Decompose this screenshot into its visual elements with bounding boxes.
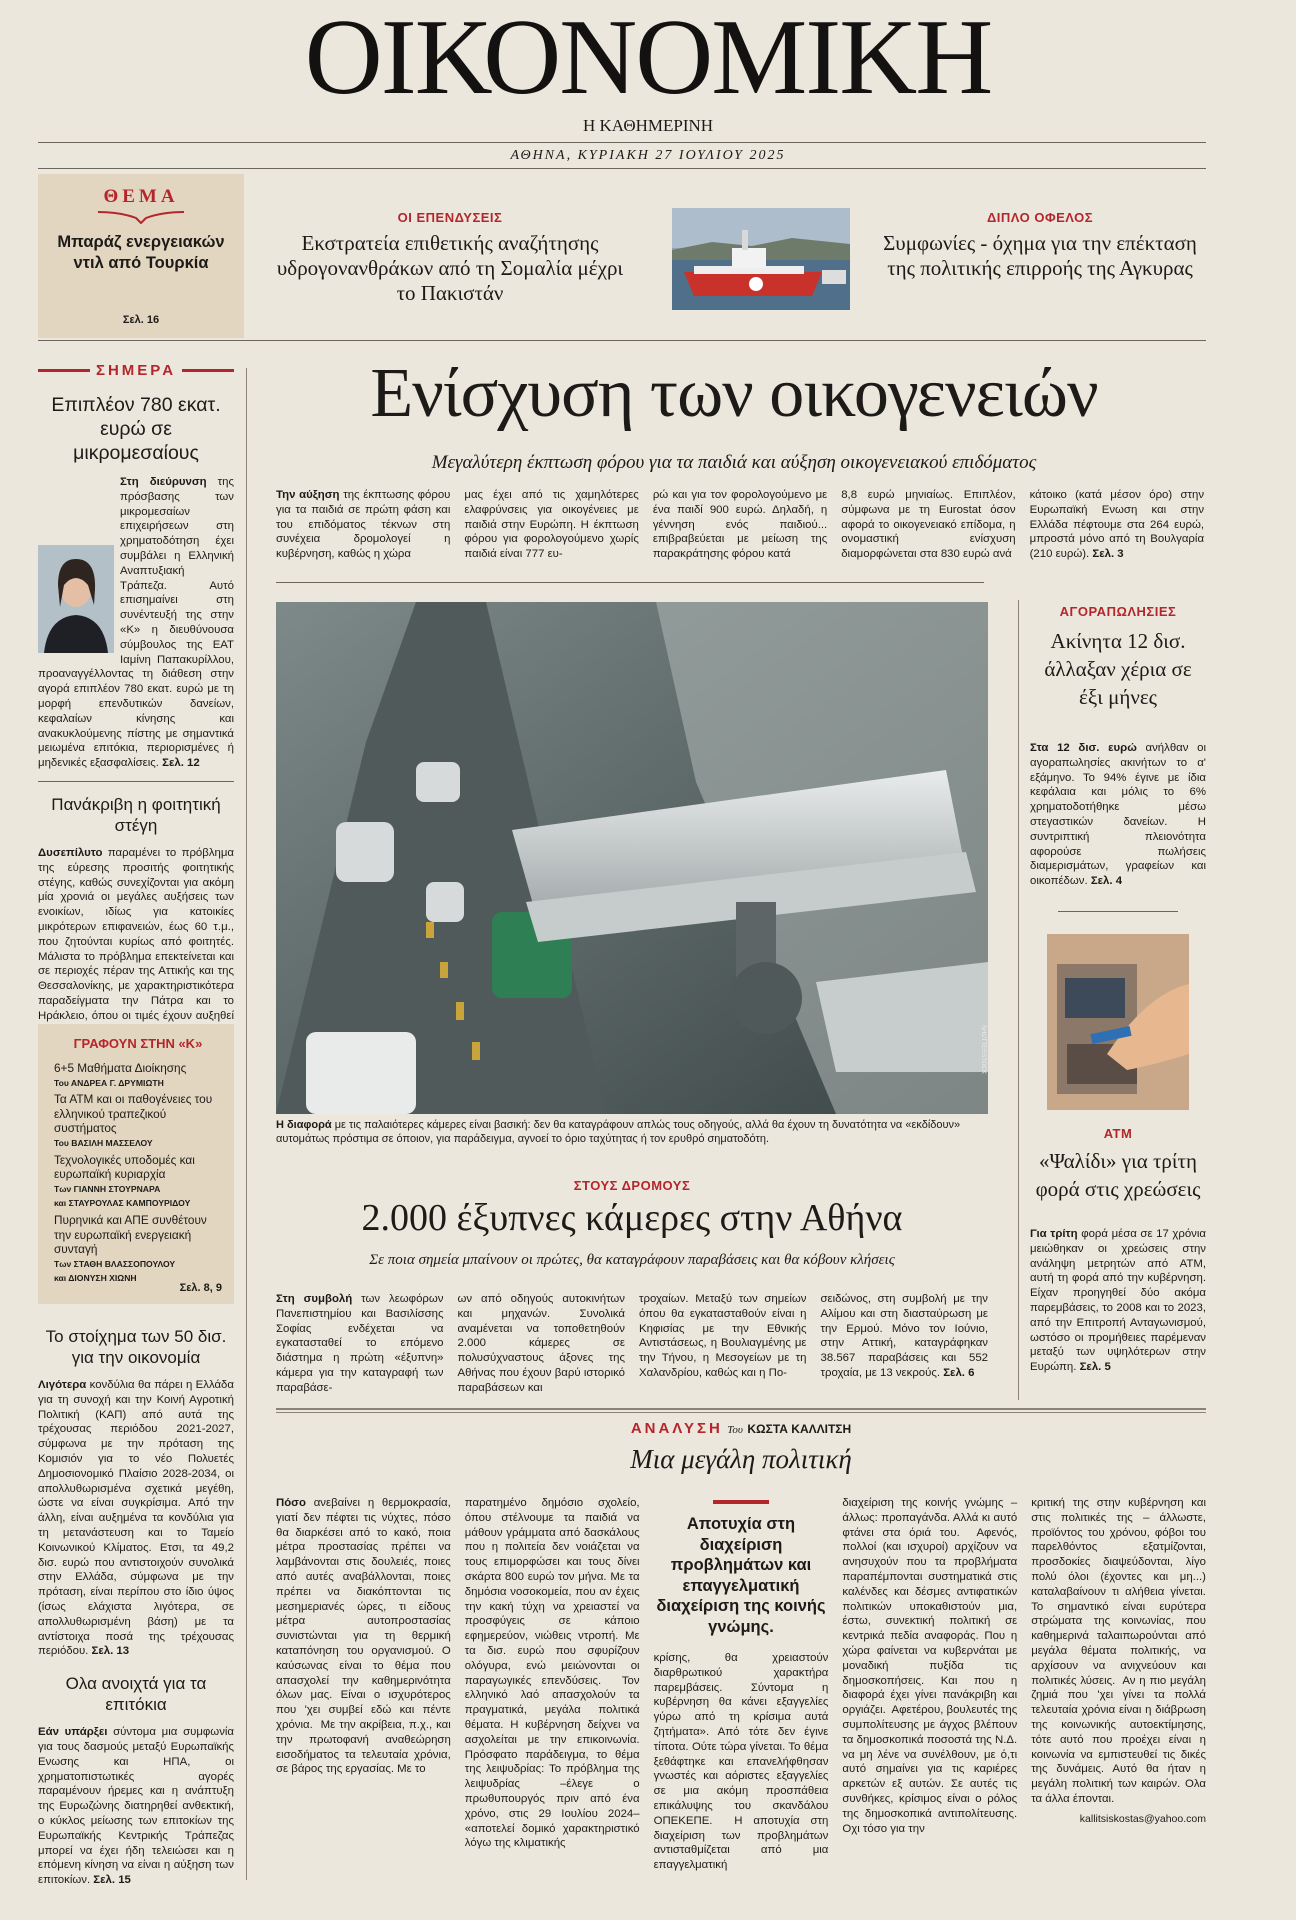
cameras-subhead: Σε ποια σημεία μπαίνουν οι πρώτες, θα καταγράφουν παραβάσεις και θα κόβουν κλήσεις	[369, 1252, 895, 1268]
analysis-kicker: ΑΝΑΛΥΣΗ	[630, 1420, 723, 1437]
writer-item-title[interactable]: Τα ΑΤΜ και οι παθογένειες του ελληνικού τραπεζικού συστήματος	[54, 1092, 213, 1136]
analysis-text: κρίσης, θα χρειαστούν διαρθρωτικού χαρακτήρα παρεμβάσεις. Σύντομα η κυβέρνηση θα κάνει εξαγγελίες γύρω από τη κρίσιμα αυτά ζητήματα». Από τότε δεν έγινε τίποτα. Ούτε τώρα γίνεται. Το θέμα ξεθάφτηκε και επανελήφθησαν γνωστές και αόριστες εξαγγελίες σε μια ακόμη προσπάθεια επικάλυψης του σκανδάλου ΟΠΕΚΕΠΕ. Η αποτυχία στη διαχείριση των προβλημάτων αντισταθμίζεται από μια επαγγελματική	[653, 1652, 829, 1872]
atm-text: φορά μέσα σε 17 χρόνια μειώθηκαν οι χρεώσεις στην ανάληψη μετρητών από ΑΤΜ, αυτή τη φορά από την κυβέρνηση. Είχαν προηγηθεί δύο ακόμα παρεμβάσεις, το 2008 και το 2023, από την Επιτροπή Ανταγωνισμού, ωστόσο οι προμήθειες παρέμεναν μεταξύ των υψηλότερων στην Ευρώπη.	[1030, 1227, 1206, 1374]
analysis-pull-quote: Αποτυχία στη διαχείριση προβλημάτων και επαγγελματική διαχείριση της κοινής γνώμης.	[656, 1515, 826, 1636]
analysis-text: διαχείριση της κοινής γνώμης – άλλως: προπαγάνδα. Αλλά κι αυτό φτάνει στα όριά του. Αφενός, πολλοί (και ισχυροί) αρχίζουν να ανησυχούν που τα προβλήματα παραπέμπονται συστηματικά στις καλένδες και δέσμες αντιφατικών πολιτικών υποκαθιστούν μια, έστω, συνεκτική πολιτική σε κεντρικά πεδία αναφοράς. Που η χώρα φαίνεται να κυβερνάται με μοναδική πυξίδα τις δημοσκοπήσεις. Και που η διαφορά έχει γίνει πανάκριβη και οργιάζει. Αφετέρου, βουλευτές της συμπολίτευσης με άγχος βλέπουν τα δημοσκοπικά ποσοστά της Ν.Δ. να μη λένε να συνέλθουν, με ό,τι αυτό σημαίνει για τις καριέρες αρκετών εξ αυτών. Σε αυτές τις συνθήκες, κρίσιμος είναι ο ρόλος της δημοσκοπικά αντιπολίτευσης. Οχι τόσο για την	[842, 1497, 1018, 1835]
thema-page: Σελ. 16	[122, 314, 160, 326]
column-rule	[246, 368, 247, 1880]
caption-bold: Η διαφορά	[276, 1119, 332, 1131]
main-text: 8,8 ευρώ μηνιαίως. Επιπλέον, σύμφωνα με τη Eurostat όσον αφορά το οικογενειακό επίδομα, η ονομαστική ενίσχυση διαμορφώνεται στα 830 ευρώ ανά	[841, 489, 1016, 561]
cameras-body	[276, 1292, 988, 1396]
cameras-text: τροχαίων. Μεταξύ των σημείων όπου θα εγκατασταθούν είναι η Κηφισίας με την Εθνικής Αντιστάσεως, η Βουλιαγμένης με την Τήνου, η Μεσογείων με τη Χαλανδρίου, καθώς και η Πο-	[639, 1293, 807, 1379]
analysis-text: παρατημένο δημόσιο σχολείο, όπου στέλνουμε τα παιδιά να μάθουν γράμματα από δασκάλους που η πολιτεία δεν νοιάζεται να τους επιμορφώσει και τους δίνει σκάρτα 800 ευρώ τον μήνα. Με τα δημόσια νοσοκομεία, που αν έχεις την κακή τύχη να χρειαστεί να προσφύγεις σε κάποιο εφημερεύον, νιώθεις ντροπή. Με τα δισ. ευρώ που σφυρίζουν ολόγυρα, ενώ μειώνονται οι παραγωγικές επενδύσεις. Τον ελληνικό λαό απασχολούν τα πραγματικά, μεγάλα πολιτικά θέματα. Η κυβέρνηση δείχνει να ασχολείται με την επικοινωνία. Πρόσφατο παράδειγμα, το θέμα της λειψυδρίας: Το πρόβλημα της λειψυδρίας –έλεγε ο πρωθυπουργός πριν από ένα χρόνο, στις 29 Ιουλίου 2024– «αποτελεί δομικό χαρακτηριστικό λόγω της κλιματικής	[464, 1497, 640, 1850]
divider	[38, 168, 1206, 169]
invest-kicker: ΟΙ ΕΠΕΝΔΥΣΕΙΣ	[397, 210, 503, 225]
masthead-subtitle: Η ΚΑΘΗΜΕΡΙΝΗ	[582, 116, 714, 135]
cameras-kicker: ΣΤΟΥΣ ΔΡΟΜΟΥΣ	[573, 1178, 691, 1193]
divider	[276, 1412, 1206, 1413]
lead-bold: Στα 12 δισ. ευρώ	[1030, 742, 1137, 754]
atm-photo	[1047, 934, 1189, 1110]
analysis-body	[276, 1496, 1206, 1873]
cap-page: Σελ. 13	[91, 1645, 130, 1658]
thema-box[interactable]	[38, 174, 244, 338]
analysis-text: κριτική της στην κυβέρνηση και στις πολιτικές της – άλλωστε, προϊόντος του χρόνου, φόβοι του παρελθόντος εξατμίζονται, προσδοκίες διαψεύδονται, λίγο πολύ όλοι (έχοντες και μη...) καταλαβαίνουν τι αλήθεια γίνεται. Το σημαντικό είναι ευρύτερα στρώματα της κοινωνίας, που καθημερινά ταλαιπωρούνται από μεγάλα θέματα πολιτικής, να αρχίσουν να ανιχνεύουν και πολιτικές λύσεις. Αν η πιο μεγάλη ζημιά που 'χει γίνει τα πολλά τελευταία χρόνια είναι η διάβρωση της κοινωνικής αυτοεκτίμησης, τότε αυτό που προέχει είναι η κοινωνία να εμπιστευθεί τις δικές της δυνάμεις. Αυτό θα ήταν η μεγάλη πολιτική των καιρών. Ολα τα άλλα έπονται.	[1031, 1497, 1206, 1805]
property-headline[interactable]: Ακίνητα 12 δισ. άλλαξαν χέρια σε έξι μήνες	[1044, 629, 1192, 709]
property-page: Σελ. 4	[1090, 875, 1123, 888]
cap-text: κονδύλια θα πάρει η Ελλάδα για τη συνοχή και την Κοινή Αγροτική Πολιτική (ΚΑΠ) από αυτά της τρέχουσας περιόδου 2021-2027, σύμφωνα με την πρόταση της Κομισιόν για το νέο Πολυετές Δημοσιονομικό Πλαίσιο 2028-2034, οι απολλυθωρισμένα σχετικά μεγέθη, ώστε να είναι συγκρίσιμα. Από την άλλη, είναι αυξημένα τα κονδύλια για τη μετανάστευση και το Ταμείο Κοινωνικού Κλίματος. Ετσι, τα 49,2 δισ. ευρώ που αντιστοιχούν συνολικά στην Ελλάδα, σύμφωνα με την πρόταση, είναι περίπου στο ίδιο ύψος (ίσως ελάχιστα λιγότερα, σε απολλυθωρισμένη βάση) με τα αντίστοιχα ποσά της τρέχουσας περιόδου.	[38, 1379, 234, 1658]
writer-item-author: Του ΒΑΣΙΛΗ ΜΑΣΣΕΛΟΥ	[54, 1137, 153, 1148]
micro-page: Σελ. 12	[162, 757, 200, 770]
cameras-page: Σελ. 6	[943, 1366, 975, 1379]
masthead-title: ΟΙΚΟΝΟΜΙΚΗ	[304, 0, 992, 117]
analysis-kicker-line	[276, 1420, 1206, 1438]
cameras-headline[interactable]: 2.000 έξυπνες κάμερες στην Αθήνα	[361, 1197, 903, 1239]
pull-quote-rule	[713, 1500, 769, 1504]
divider	[38, 781, 234, 782]
divider	[38, 340, 1206, 341]
ship-photo	[672, 208, 850, 310]
main-subhead: Μεγαλύτερη έκπτωση φόρου για τα παιδιά και αύξηση οικογενειακού επιδόματος	[431, 452, 1037, 473]
property-kicker: ΑΓΟΡΑΠΩΛΗΣΙΕΣ	[1059, 604, 1177, 619]
student-text: παραμένει το πρόβλημα της εύρεσης προσιτής φοιτητικής στέγης, καθώς συνεχίζονται για ακόμη μία χρονιά οι μεγάλες αυξήσεις των ενοικίων, ιδίως για κατοικίες μικρότερων επιφανειών, έως 60 τ.μ., που ζητούνται κυρίως από φοιτητές. Μάλιστα το πρόβλημα επεκτείνεται και σε περιοχές πέραν της Αττικής και της Θεσσαλονίκης, με χαρακτηριστικότερα παραδείγματα την Πάτρα και το Ηράκλειο, όπου οι τιμές έχουν αυξηθεί	[38, 846, 234, 1022]
divider	[276, 1408, 1206, 1410]
writer-item-title[interactable]: Τεχνολογικές υποδομές και ευρωπαϊκή κυριαρχία	[54, 1152, 195, 1182]
writer-item-title[interactable]: 6+5 Μαθήματα Διοίκησης	[54, 1061, 187, 1075]
lead-bold: Την αύξηση	[276, 489, 340, 501]
micro-headline[interactable]: Επιπλέον 780 εκατ. ευρώ σε μικρομεσαίους	[51, 394, 221, 464]
atm-kicker: ΑΤΜ	[1103, 1125, 1133, 1141]
main-text: ρώ και για τον φορολογούμενο με ένα παιδί 900 ευρώ. Δηλαδή, η γέννηση ενός παιδιού... επιβραβεύεται με μείωση της παρακράτησης φόρου κατά	[652, 489, 828, 561]
double-headline: Συμφωνίες - όχημα για την επέκταση της πολιτικής επιρροής της Αγκυρας	[883, 231, 1197, 280]
atm-page: Σελ. 5	[1079, 1361, 1111, 1374]
analysis-byline-pre: Του	[727, 1424, 743, 1436]
main-text: μας έχει από τις χαμηλότερες ελαφρύνσεις για οικογένειες με παιδιά στην Ευρώπη. Η έκπτωση φόρου για φορολογούμενο χωρίς παιδιά είναι 777 ευ-	[464, 489, 639, 561]
thema-headline: Μπαράζ ενεργειακών ντιλ από Τουρκία	[57, 233, 225, 272]
cameras-text: των λεωφόρων Πανεπιστημίου και Βασιλίσσης Σοφίας ενδέχεται να εγκατασταθεί το επόμενο διάστημα η πρώτη «έξυπνη» κάμερα για την καταγραφή των παραβάσε-	[276, 1293, 444, 1394]
column-rule	[1018, 600, 1019, 1400]
portrait-photo	[38, 545, 114, 653]
main-text: της έκπτωσης φόρου για τα παιδιά σε πρώτη φάση και του επιδόματος τέκνων στη συνέχεια δρομολογεί η κυβέρνηση, καθώς η χώρα	[276, 489, 451, 561]
double-kicker: ΔΙΠΛΟ ΟΦΕΛΟΣ	[986, 210, 1094, 225]
invest-story[interactable]	[270, 210, 630, 306]
double-benefit-story[interactable]	[880, 210, 1200, 281]
student-headline[interactable]: Πανάκριβη η φοιτητική στέγη	[51, 794, 221, 835]
micro-text: της πρόσβασης των μικρομεσαίων επιχειρήσεων στη χρηματοδότηση έχει συμβάλει η Ελληνική Αναπτυξιακή Τράπεζα. Αυτό επισημαίνει στη συνέντευξή της στην «Κ» η διευθύνουσα σύμβουλος της ΕΑΤ Ιαμίνη Παπακυρίλλου, προαναγγέλλοντας τη διάθεση στην αγορά επιπλέον 780 εκατ. ευρώ με τη μορφή επενδυτικών δανείων, κεφαλαίων κίνησης και ανακυκλούμενης πίστης με σημαντικά μειωμένα επιτόκια, περιορισμένες ή μηδενικές εξασφαλίσεις.	[38, 476, 234, 770]
brace-ornament	[96, 210, 186, 224]
today-kicker: ΣΗΜΕΡΑ	[95, 362, 177, 379]
analysis-text: ανεβαίνει η θερμοκρασία, γιατί δεν πέφτει τις νύχτες, πόσο θα διαρκέσει από το κακό, ποια μέτρα προστασίας πρέπει να λαμβάνονται στις δουλειές, ποιες από αυτές αναβάλλονται, ποιες πρέπει να διακόπτονται τις μεσημεριανές ώρες, τι είδους μέτρα αυτοπροστασίας συνιστώνται για τη θερμική καταπόνηση του οργανισμού. Ο καύσωνας είναι το θέμα που απασχολεί την καθημερινότητα όλων μας. Είναι ο ισχυρότερος που 'χει συμβεί εδώ και πέντε χρόνια. Με την ακρίβεια, π.χ., και την πρωτοφανή αναθεώρηση εισοδήματος τα τελευταία χρόνια, σε βάρος της εργασίας. Με το	[276, 1497, 451, 1776]
analysis-headline[interactable]: Μια μεγάλη πολιτική	[630, 1444, 852, 1474]
main-headline[interactable]: Ενίσχυση των οικογενειών	[370, 355, 1098, 432]
lead-bold: Πόσο	[276, 1497, 306, 1509]
divider	[276, 582, 984, 583]
photo-caption: με τις παλαιότερες κάμερες είναι βασική: δεν θα καταγράφουν απλώς τους οδηγούς, αλλά θα έχουν τη δυνατότητα να «εκδίδουν» αυτομάτως πρόστιμα σε όποιον, για παράδειγμα, αγνοεί το όριο ταχύτητας ή τον ερυθρό σηματοδότη.	[276, 1119, 961, 1145]
lead-bold: Δυσεπίλυτο	[38, 846, 103, 859]
lead-bold: Λιγότερα	[38, 1379, 87, 1391]
writer-item-title[interactable]: Πυρηνικά και ΑΠΕ συνθέτουν την ευρωπαϊκή ενεργειακή συνταγή	[54, 1212, 207, 1257]
photo-credit: SHUTTERSTOCK	[980, 1025, 986, 1074]
divider	[38, 142, 1206, 143]
writer-item-author: και ΔΙΟΝΥΣΗ ΧΙΩΝΗ	[54, 1273, 137, 1284]
camera-photo	[276, 602, 988, 1114]
writer-item-author: Του ΑΝΔΡΕΑ Γ. ΔΡΥΜΙΩΤΗ	[54, 1077, 164, 1088]
writers-kicker: ΓΡΑΦΟΥΝ ΣΤΗΝ «Κ»	[73, 1036, 203, 1051]
author-email[interactable]: kallitsiskostas@yahoo.com	[1079, 1812, 1206, 1825]
cameras-text: ων από οδηγούς αυτοκινήτων και μηχανών. Συνολικά αναμένεται να τοποθετηθούν 2.000 κάμερες σε πολυσύχναστους άξονες της Αθήνας που έχουν βαρύ ιστορικό παραβάσεων και	[457, 1293, 625, 1394]
writer-item-author: Των ΓΙΑΝΝΗ ΣΤΟΥΡΝΑΡΑ	[54, 1183, 161, 1194]
lead-bold: Στη διεύρυνση	[120, 476, 207, 488]
writer-item-author: και ΣΤΑΥΡΟΥΛΑΣ ΚΑΜΠΟΥΡΙΔΟΥ	[54, 1198, 191, 1209]
left-column	[38, 362, 234, 1038]
writer-item-author: Των ΣΤΑΘΗ ΒΛΑΣΣΟΠΟΥΛΟΥ	[54, 1258, 176, 1269]
lead-bold: Εάν υπάρξει	[38, 1726, 108, 1739]
main-page: Σελ. 3	[1092, 548, 1124, 561]
rates-text: σύντομα μια συμφωνία για τους δασμούς μεταξύ Ευρωπαϊκής Ενωσης και ΗΠΑ, οι χρηματοπιστωτικές αγορές παραμένουν ήρεμες και η ανάπτυξη της Ευρωζώνης διατηρηθεί ανθεκτική, ο κύκλος μείωσης των επιτοκίων της Ευρωπαϊκής Κεντρικής Τράπεζας μπορεί να έχει ήδη τελειώσει και η επόμενη κίνηση να είναι η αύξηση των επιτοκίων.	[38, 1726, 235, 1887]
cap-headline[interactable]: Το στοίχημα των 50 δισ. για την οικονομία	[45, 1327, 227, 1367]
writers-box	[38, 1024, 234, 1304]
invest-headline: Εκστρατεία επιθετικής αναζήτησης υδρογονανθράκων από τη Σομαλία μέχρι το Πακιστάν	[276, 231, 624, 305]
property-text: ανήλθαν οι αγοραπωλησίες ακινήτων το α' εξάμηνο. Το 94% έγινε με ίδια κεφάλαια και μόλις το 6% χρηματοδοτήθηκε μέσω στεγαστικών δανείων. Η συντριπτική πλειονότητα αφορούσε πωλήσεις διαμερισμάτων, γραφείων και οικοπέδων.	[1030, 742, 1206, 888]
lead-bold: Στη συμβολή	[276, 1293, 353, 1305]
cameras-text: σειδώνος, στη συμβολή με την Αλίμου και στη διασταύρωση με την Ερμού. Μόνο τον Ιούνιο, στην Αττική, καταγράφηκαν 38.567 παραβάσεις και 552 τροχαία, με 13 νεκρούς.	[820, 1293, 988, 1379]
rates-headline[interactable]: Ολα ανοιχτά για τα επιτόκια	[65, 1674, 207, 1715]
main-body	[276, 488, 1204, 562]
issue-date: ΑΘΗΝΑ, ΚΥΡΙΑΚΗ 27 ΙΟΥΛΙΟΥ 2025	[510, 148, 786, 163]
micro-story	[38, 475, 234, 771]
writers-page: Σελ. 8, 9	[179, 1282, 222, 1294]
left-lower	[38, 1326, 234, 1888]
rates-page: Σελ. 15	[93, 1874, 131, 1887]
analysis-byline: ΚΩΣΤΑ ΚΑΛΛΙΤΣΗ	[747, 1422, 852, 1436]
lead-bold: Για τρίτη	[1030, 1227, 1078, 1240]
thema-kicker: ΘΕΜΑ	[103, 186, 179, 207]
atm-headline[interactable]: «Ψαλίδι» για τρίτη φορά στις χρεώσεις	[1035, 1148, 1201, 1201]
right-column	[1030, 604, 1206, 1375]
main-text: κάτοικο (κατά μέσον όρο) στην Ευρωπαϊκή Ενωση και στην Ελλάδα πέφτουμε στα 264 ευρώ, μπροστά μόνο από τη Βουλγαρία (210 ευρώ).	[1029, 489, 1205, 561]
divider	[1058, 911, 1178, 912]
